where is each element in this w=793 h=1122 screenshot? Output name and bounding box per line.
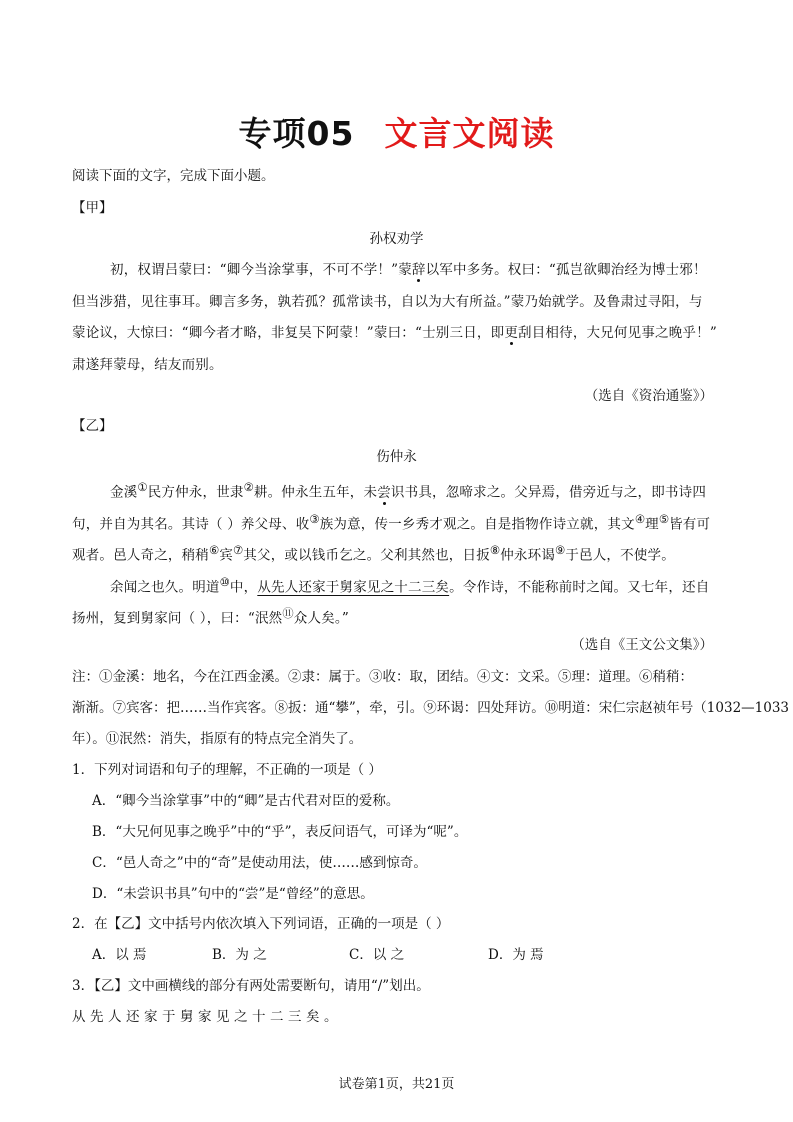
passage-b-line-2: 句，并自为其名。其诗（ ）养父母、收③族为意，传一乡秀才观之。自是指物作诗立就，其文④理⑤皆有可 — [72, 513, 711, 533]
question-1-stem: 1．下列对词语和句子的理解，不正确的一项是（ ） — [72, 762, 382, 778]
question-2-option-a: A．以 焉 — [92, 947, 147, 963]
notes-line-1: 注：①金溪：地名，今在江西金溪。②隶：属于。③收：取，团结。④文：文采。⑤理：道理。⑥稍稍： — [72, 669, 693, 685]
question-2-option-c: C．以 之 — [349, 947, 405, 963]
notes-line-2: 渐渐。⑦宾客：把……当作宾客。⑧扳：通“攀”，牵，引。⑨环谒：四处拜访。⑩明道：宋仁宗赵祯年号（1032—1033 — [72, 700, 790, 716]
question-2-stem: 2．在【乙】文中括号内依次填入下列词语，正确的一项是（ ） — [72, 916, 450, 932]
passage-a-line-4: 肃遂拜蒙母，结友而别。 — [72, 357, 223, 373]
question-1-option-b: B．“大兄何见事之晚乎”中的“乎”，表反问语气，可译为“呢”。 — [92, 824, 468, 840]
title-prefix: 专项05 — [238, 114, 355, 153]
question-2-option-b: B．为 之 — [212, 947, 267, 963]
passage-a-line-3: 蒙论议，大惊曰：“卿今者才略，非复吴下阿蒙！”蒙曰：“士别三日，即更刮目相待，大兄何见事之晚乎！” — [72, 325, 717, 341]
passage-a-line-1: 初，权谓吕蒙曰：“卿今当涂掌事，不可不学！”蒙辞以军中多务。权曰：“孤岂欲卿治经为博士邪！ — [110, 262, 707, 278]
passage-a-title: 孙权劝学 — [369, 231, 424, 247]
passage-b-line-3: 观者。邑人奇之，稍稍⑥宾⑦其父，或以钱币乞之。父利其然也，日扳⑧仲永环谒⑨于邑人，不使学。 — [72, 544, 675, 564]
question-3-stem: 3．【乙】文中画横线的部分有两处需要断句，请用“/”划出。 — [72, 978, 430, 994]
notes-line-3: 年）。⑪泯然：消失，指原有的特点完全消失了。 — [72, 731, 363, 747]
question-1-option-a: A．“卿今当涂掌事”中的“卿”是古代君对臣的爱称。 — [92, 793, 400, 809]
emphasis-char: 辞 — [411, 262, 426, 278]
emphasis-char: 更 — [504, 325, 519, 341]
question-3-sentence: 从先人还家于舅家见之十二三矣。 — [72, 1009, 342, 1025]
passage-b-label: 【乙】 — [72, 418, 113, 434]
passage-b-line-4: 余闻之也久。明道⑩中，从先人还家于舅家见之十二三矣。令作诗，不能称前时之闻。又七年，还自 — [110, 576, 710, 596]
passage-a-label: 【甲】 — [72, 200, 113, 216]
page-footer: 试卷第1页，共21页 — [338, 1077, 455, 1092]
underlined-sentence: 从先人还家于舅家见之十二三矣 — [257, 579, 450, 596]
question-1-option-c: C．“邑人奇之”中的“奇”是使动用法，使……感到惊奇。 — [92, 855, 427, 871]
title-topic: 文言文阅读 — [384, 114, 555, 153]
question-2-option-d: D．为 焉 — [488, 947, 544, 963]
passage-b-title: 伤仲永 — [376, 449, 417, 465]
passage-a-source: （选自《资治通鉴》） — [584, 388, 713, 404]
passage-b-line-1: 金溪①民方仲永，世隶②耕。仲永生五年，未尝识书具，忽啼求之。父异焉，借旁近与之，即书诗四 — [110, 481, 707, 501]
emphasis-char: 尝 — [377, 484, 391, 501]
passage-b-source: （选自《王文公文集》） — [571, 637, 713, 653]
question-1-option-d: D．“未尝识书具”句中的“尝”是“曾经”的意思。 — [92, 886, 374, 902]
page-title — [0, 108, 793, 155]
instruction: 阅读下面的文字，完成下面小题。 — [72, 168, 275, 184]
passage-a-line-2: 但当涉猎，见往事耳。卿言多务，孰若孤？孤常读书，自以为大有所益。”蒙乃始就学。及鲁肃过寻阳，与 — [72, 294, 703, 310]
passage-b-line-5: 扬州，复到舅家问（ ），曰：“泯然⑪众人矣。” — [72, 607, 349, 627]
